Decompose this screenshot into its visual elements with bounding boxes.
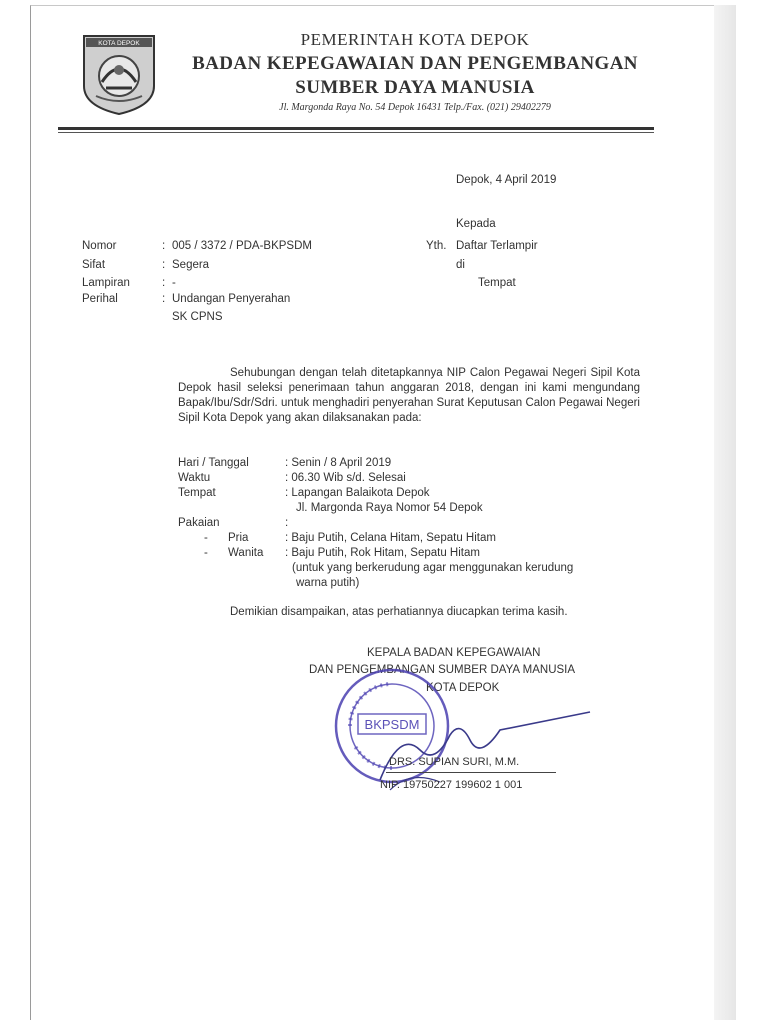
signature-title-line1: KEPALA BADAN KEPEGAWAIAN	[367, 647, 541, 659]
recipient-kepada: Kepada	[456, 218, 496, 230]
signatory-underline	[386, 772, 556, 773]
letterhead	[160, 30, 670, 113]
page-edge-shadow	[714, 5, 736, 1020]
detail-label-hari: Hari / Tanggal	[178, 457, 249, 469]
letterhead-agency-line2: SUMBER DAYA MANUSIA	[295, 77, 535, 98]
meta-value-nomor: 005 / 3372 / PDA-BKPSDM	[172, 240, 312, 252]
meta-label-nomor: Nomor	[82, 240, 117, 252]
meta-label-sifat: Sifat	[82, 259, 106, 271]
meta-value-perihal: Undangan Penyerahan	[172, 293, 291, 305]
meta-value-sifat: Segera	[172, 259, 210, 271]
detail-dash-pria: -	[204, 532, 208, 544]
detail-label-pakaian: Pakaian	[178, 517, 220, 529]
meta-label-lampiran: Lampiran	[82, 277, 130, 289]
letterhead-rule-thick	[58, 127, 654, 130]
recipient-di: di	[456, 259, 465, 271]
stamp-label: BKPSDM	[364, 717, 420, 732]
emblem-label: KOTA DEPOK	[98, 40, 140, 47]
detail-note-line2: warna putih)	[296, 577, 360, 589]
closing-sentence: Demikian disampaikan, atas perhatiannya diucapkan terima kasih.	[230, 606, 568, 618]
letter-date: Depok, 4 April 2019	[456, 174, 557, 186]
body-paragraph-text: Sehubungan dengan telah ditetapkannya NIP Calon Pegawai Negeri Sipil Kota Depok hasil seleksi penerimaan tahun anggaran 2018, dengan ini kami mengundang Bapak/Ibu/Sdr/Sdri. untuk menghadiri penyerahan Surat Keputusan Calon Pegawai Negeri Sipil Kota Depok yang akan dilaksanakan pada:	[178, 367, 640, 424]
letterhead-government: PEMERINTAH KOTA DEPOK	[300, 30, 530, 49]
meta-colon: :	[162, 259, 166, 271]
city-emblem-icon	[82, 34, 156, 116]
letterhead-address: Jl. Margonda Raya No. 54 Depok 16431 Telp./Fax. (021) 29402279	[279, 102, 551, 113]
detail-value-pakaian: :	[285, 517, 289, 529]
detail-dash-wanita: -	[204, 547, 208, 559]
meta-label-perihal: Perihal	[82, 293, 118, 305]
detail-value-pria: : Baju Putih, Celana Hitam, Sepatu Hitam	[285, 532, 496, 544]
signatory-nip: NIP. 19750227 199602 1 001	[380, 779, 523, 791]
recipient-yth: Yth.	[426, 240, 447, 252]
detail-label-waktu: Waktu	[178, 472, 211, 484]
detail-label-tempat: Tempat	[178, 487, 216, 499]
recipient-name: Daftar Terlampir	[456, 240, 538, 252]
detail-value-hari: : Senin / 8 April 2019	[285, 457, 392, 469]
detail-label-pria: Pria	[228, 532, 249, 544]
body-paragraph	[178, 366, 640, 426]
meta-value-perihal-cont: SK CPNS	[172, 311, 223, 323]
detail-value-tempat: : Lapangan Balaikota Depok	[285, 487, 430, 499]
detail-value-wanita: : Baju Putih, Rok Hitam, Sepatu Hitam	[285, 547, 480, 559]
letterhead-rule-thin	[58, 132, 654, 133]
detail-value-waktu: : 06.30 Wib s/d. Selesai	[285, 472, 406, 484]
meta-colon: :	[162, 277, 166, 289]
detail-value-tempat-address: Jl. Margonda Raya Nomor 54 Depok	[296, 502, 483, 514]
meta-colon: :	[162, 240, 166, 252]
signature-title-line3: KOTA DEPOK	[426, 682, 500, 694]
detail-label-wanita: Wanita	[228, 547, 264, 559]
detail-note-line1: (untuk yang berkerudung agar menggunakan kerudung	[292, 562, 574, 574]
meta-colon: :	[162, 293, 166, 305]
signatory-name: DRS. SUPIAN SURI, M.M.	[389, 756, 520, 768]
signature-title-line2: DAN PENGEMBANGAN SUMBER DAYA MANUSIA	[309, 664, 576, 676]
recipient-place: Tempat	[478, 277, 516, 289]
letterhead-agency-line1: BADAN KEPEGAWAIAN DAN PENGEMBANGAN	[192, 53, 638, 74]
meta-value-lampiran: -	[172, 277, 176, 289]
